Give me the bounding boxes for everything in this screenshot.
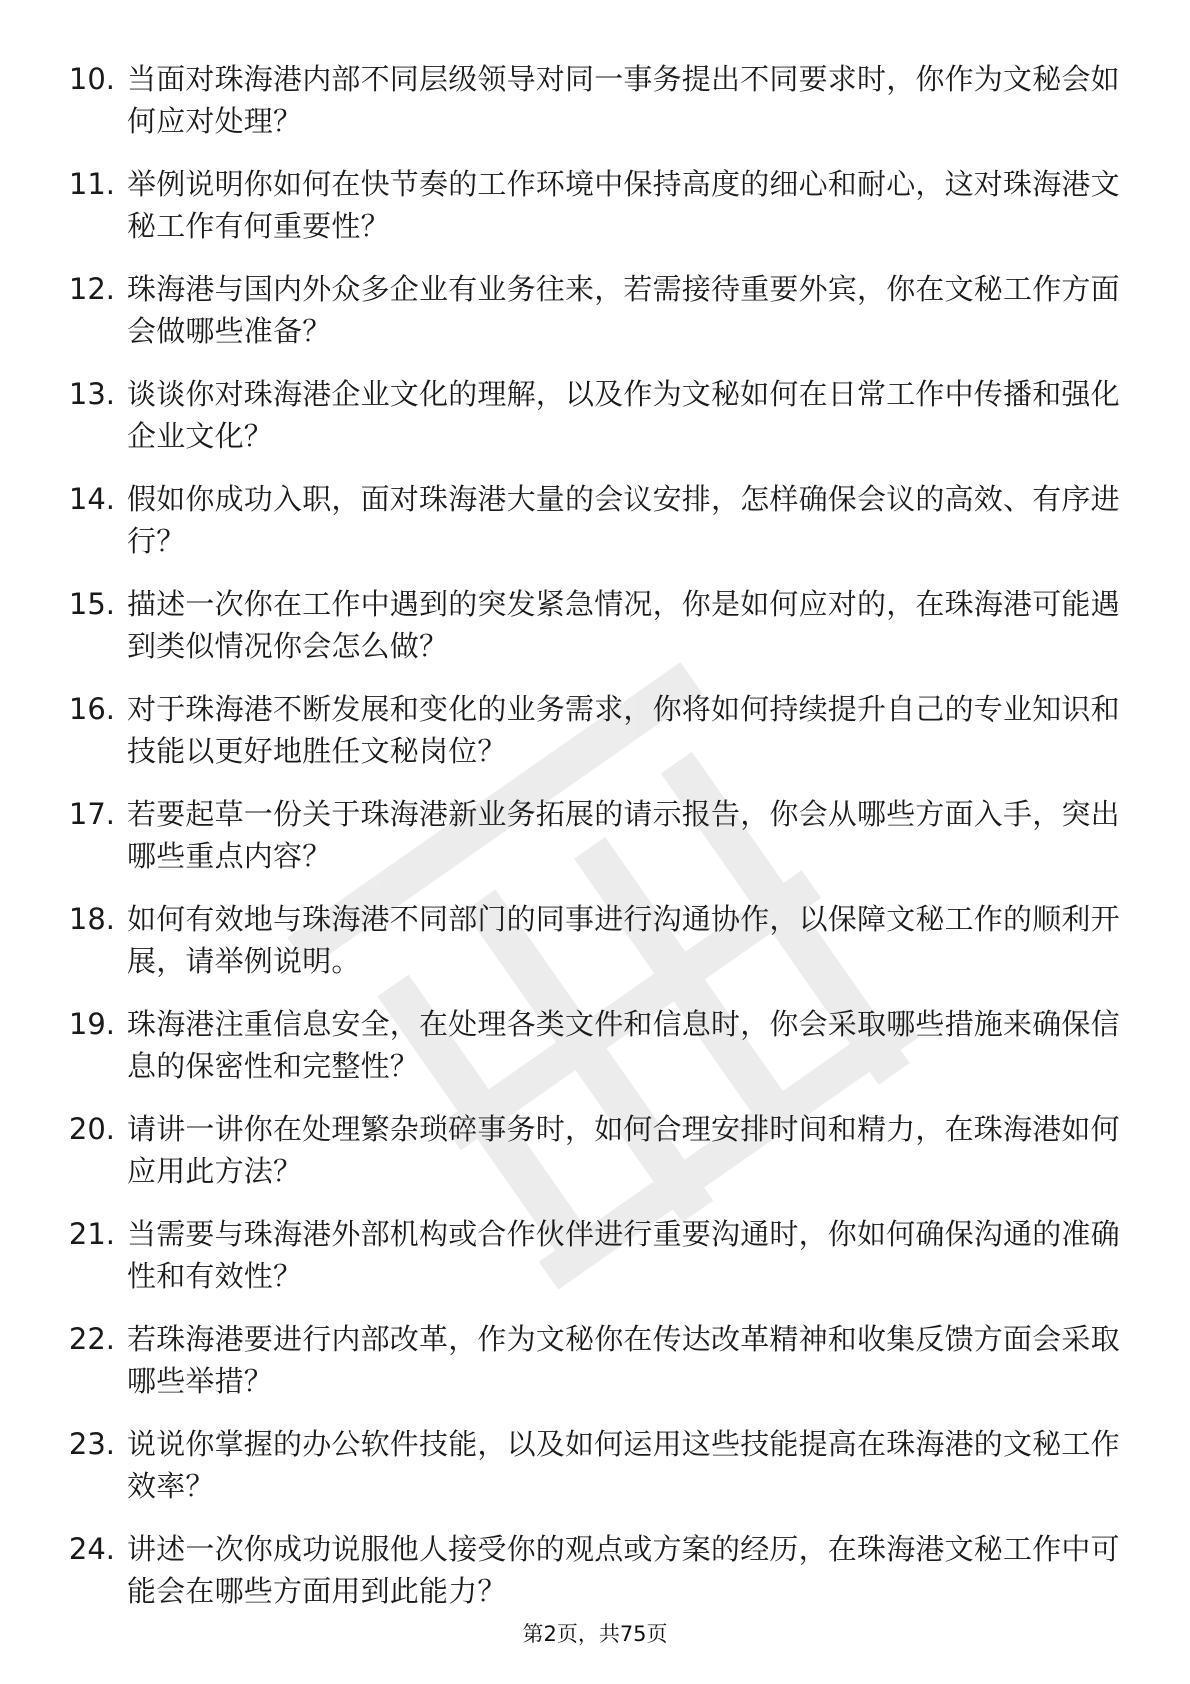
question-number: 23. — [68, 1427, 115, 1461]
question-number: 17. — [68, 797, 115, 831]
list-item — [55, 470, 1125, 575]
question-number: 13. — [68, 377, 115, 411]
list-item — [55, 995, 1125, 1100]
question-number: 16. — [68, 692, 115, 726]
question-text: 举例说明你如何在快节奏的工作环境中保持高度的细心和耐心，这对珠海港文秘工作有何重要性？ — [127, 167, 1120, 243]
question-text: 对于珠海港不断发展和变化的业务需求，你将如何持续提升自己的专业知识和技能以更好地胜任文秘岗位？ — [127, 692, 1120, 768]
list-item — [55, 1520, 1125, 1625]
list-item — [55, 785, 1125, 890]
list-item — [55, 1310, 1125, 1415]
list-item — [55, 50, 1125, 155]
question-number: 20. — [68, 1112, 115, 1146]
question-text: 若珠海港要进行内部改革，作为文秘你在传达改革精神和收集反馈方面会采取哪些举措？ — [127, 1322, 1120, 1398]
list-item — [55, 1415, 1125, 1520]
question-text: 如何有效地与珠海港不同部门的同事进行沟通协作，以保障文秘工作的顺利开展，请举例说明。 — [127, 902, 1120, 978]
question-number: 15. — [68, 587, 115, 621]
question-text: 假如你成功入职，面对珠海港大量的会议安排，怎样确保会议的高效、有序进行？ — [127, 482, 1120, 558]
question-text: 珠海港注重信息安全，在处理各类文件和信息时，你会采取哪些措施来确保信息的保密性和完整性？ — [127, 1007, 1120, 1083]
question-number: 22. — [68, 1322, 115, 1356]
question-text: 当面对珠海港内部不同层级领导对同一事务提出不同要求时，你作为文秘会如何应对处理？ — [127, 62, 1120, 138]
list-item — [55, 680, 1125, 785]
question-text: 描述一次你在工作中遇到的突发紧急情况，你是如何应对的，在珠海港可能遇到类似情况你会怎么做？ — [127, 587, 1120, 663]
question-number: 12. — [68, 272, 115, 306]
list-item — [55, 1100, 1125, 1205]
question-number: 14. — [68, 482, 115, 516]
list-item — [55, 260, 1125, 365]
question-text: 若要起草一份关于珠海港新业务拓展的请示报告，你会从哪些方面入手，突出哪些重点内容？ — [127, 797, 1120, 873]
list-item — [55, 890, 1125, 995]
question-number: 21. — [68, 1217, 115, 1251]
page-number: 第2页，共75页 — [522, 1622, 668, 1646]
question-text: 请讲一讲你在处理繁杂琐碎事务时，如何合理安排时间和精力，在珠海港如何应用此方法？ — [127, 1112, 1120, 1188]
question-number: 18. — [68, 902, 115, 936]
question-number: 10. — [68, 62, 115, 96]
question-number: 24. — [68, 1532, 115, 1566]
list-item — [55, 365, 1125, 470]
question-list — [55, 50, 1125, 1625]
list-item — [55, 155, 1125, 260]
list-item — [55, 575, 1125, 680]
question-text: 讲述一次你成功说服他人接受你的观点或方案的经历，在珠海港文秘工作中可能会在哪些方面用到此能力？ — [127, 1532, 1120, 1608]
question-number: 11. — [68, 167, 115, 201]
question-text: 谈谈你对珠海港企业文化的理解，以及作为文秘如何在日常工作中传播和强化企业文化？ — [127, 377, 1120, 453]
question-text: 当需要与珠海港外部机构或合作伙伴进行重要沟通时，你如何确保沟通的准确性和有效性？ — [127, 1217, 1120, 1293]
question-number: 19. — [68, 1007, 115, 1041]
list-item — [55, 1205, 1125, 1310]
question-text: 珠海港与国内外众多企业有业务往来，若需接待重要外宾，你在文秘工作方面会做哪些准备？ — [127, 272, 1120, 348]
question-text: 说说你掌握的办公软件技能，以及如何运用这些技能提高在珠海港的文秘工作效率？ — [127, 1427, 1120, 1503]
